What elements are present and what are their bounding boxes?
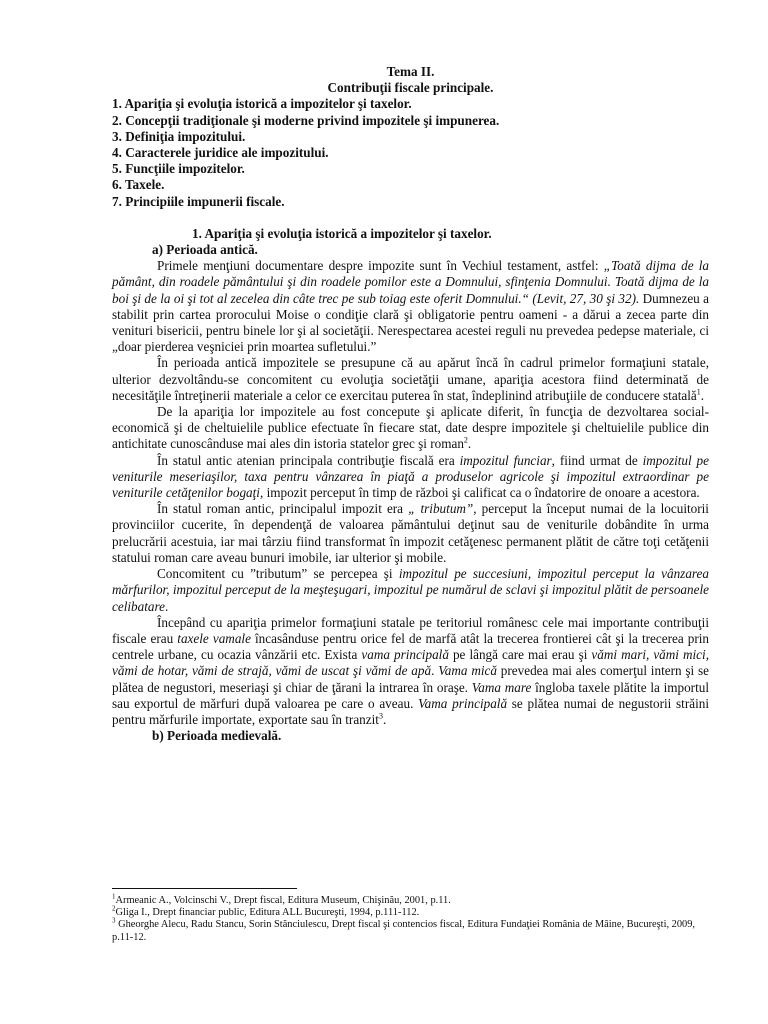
text-run: În statul antic atenian principala contribuţie fiscală era xyxy=(157,452,460,468)
footnote: $^1$Armeanic A., Volcinschi V., Drept fiscal, Editura Museum, Chişinău, 2001, p.11. xyxy=(112,892,451,906)
toc-item: 5. Funcţiile impozitelor. xyxy=(112,161,245,177)
paragraph xyxy=(112,615,709,728)
toc-item: 4. Caracterele juridice ale impozitului. xyxy=(112,145,329,161)
text-run: , fiind urmat de xyxy=(551,452,643,468)
table-of-contents xyxy=(112,96,709,209)
italic-text: „Toată dijma de la pământ, din roadele pământului şi din roadele pomilor este a Domnului, sfinţenia Domnului. Toată dijma de la boi şi de la oi şi tot al zecelea din câte trec pe sub toiag este oferit Domnului.“ (Levit, 27, 30 şi 32). xyxy=(112,258,709,306)
text-run: . xyxy=(431,663,439,679)
text-run: În statul roman antic, principalul impozit era xyxy=(157,501,409,517)
text-run: , perceput la început numai de la locuitorii provinciilor cucerite, în dependenţă de valoarea pământului deţinut sau de veniturile dobândite în urma prelucrării acestuia, iar mai târziu fiind transformat în impozit cetăţenesc permanent plătit de către toţi cetăţenii statului roman care aveau bunuri imobile, iar ulterior şi mobile. xyxy=(112,501,709,565)
text-run: prevedea mai ales comerţul intern şi se plătea de negustori, meseriaşi şi chiar de ţărani la intrarea în oraşe. xyxy=(112,663,709,695)
text-run: . xyxy=(467,436,472,452)
document-subtitle: Contribuţii fiscale principale. xyxy=(327,80,494,96)
paragraph xyxy=(112,566,709,615)
text-run: Dumnezeu a stabilit prin cartea prorocului Moise o condiţie clară şi obligatorie pentru oameni - a dărui a zecea parte din venituri bisericii, pentru binele lor şi al societăţii. Nerespectarea acestei reguli nu prevedea pedepse materiale, ci „doar pierderea veşniciei prin moartea sufletului.” xyxy=(112,290,709,355)
footnote-ref: 2 xyxy=(463,436,468,446)
spacer xyxy=(112,210,709,226)
italic-text: Vama principală xyxy=(418,695,508,711)
subsection-heading-medieval: b) Perioada medievală. xyxy=(152,728,282,744)
italic-text: impozitul pe veniturile meseriaşilor, taxa pentru vânzarea în piaţă a produselor agricole şi impozitul extraordinar pe veniturile cetăţenilor bogaţi xyxy=(112,452,709,501)
document-title: Tema II. xyxy=(386,64,435,79)
footnotes xyxy=(112,888,709,944)
paragraph xyxy=(112,501,709,566)
italic-text: impozitul funciar xyxy=(459,452,552,468)
italic-text: vămi mari, vămi mici, vămi de hotar, vămi de strajă, vămi de uscat şi vămi de apă xyxy=(112,647,709,679)
text-run: Concomitent cu ”tributum” se percepea şi xyxy=(157,566,399,582)
text-run: Începând cu apariţia primelor formaţiuni statale pe teritoriul românesc cele mai importante contribuţii fiscale erau xyxy=(112,614,709,646)
paragraph xyxy=(112,258,709,355)
paragraph xyxy=(112,404,709,453)
footnote-divider xyxy=(112,888,297,889)
footnote-ref: 3 xyxy=(378,711,383,721)
text-run: În perioada antică impozitele se presupune că au apărut încă în cadrul primelor formaţiuni statale, ulterior dezvoltându-se concomitent cu evoluţia societăţii umane, apariţia acestora fiind determinată de necesităţile întreţinerii materiale a celor ce exercitau puterea în stat, îndeplinind atribuţiile de conducere statală xyxy=(112,355,709,403)
subsection-heading-antique: a) Perioada antică. xyxy=(152,242,258,258)
paragraph xyxy=(112,453,709,502)
toc-item: 2. Concepţii tradiţionale şi moderne privind impozitele şi impunerea. xyxy=(112,112,500,128)
document-page xyxy=(112,64,709,744)
text-run: încasânduse pentru orice fel de marfă atât la trecerea frontierei cât şi la trecerea prin centrele urbane, cu ocazia vânzării etc. Exista xyxy=(112,630,709,663)
footnote: $^3$ Gheorghe Alecu, Radu Stancu, Sorin Stănciulescu, Drept fiscal şi contencios fiscal, Editura Fundaţiei România de Mâine, Bucureşti, 2009, p.11-12. xyxy=(112,916,696,943)
italic-text: vama principală xyxy=(361,647,449,663)
text-run: . xyxy=(700,387,705,403)
section-heading: 1. Apariţia şi evoluţia istorică a impozitelor şi taxelor. xyxy=(192,225,492,241)
text-run: . xyxy=(164,598,169,614)
italic-text: Vama mare xyxy=(471,679,532,695)
text-run: se plătea numai de negustorii străini pentru mărfurile importate, exportate sau în tranzit xyxy=(112,695,710,727)
footnote-ref: 1 xyxy=(696,387,701,397)
paragraph xyxy=(112,355,709,404)
text-run: pe lângă care mai erau şi xyxy=(448,647,592,663)
toc-item: 3. Definiţia impozitului. xyxy=(112,128,246,144)
text-run: îngloba taxele plătite la importul sau exportul de mărfuri după valoarea pe care o aveau. xyxy=(112,679,709,711)
text-run: . xyxy=(382,711,387,727)
italic-text: impozitul pe succesiuni, impozitul perceput la vânzarea mărfurilor, impozitul perceput de la meşteşugari, impozitul pe numărul de sclavi şi impozitul plătit de persoanele celibatare xyxy=(112,566,709,614)
text-run: , impozit perceput în timp de război şi calificat ca o îndatorire de onoare a acestora. xyxy=(259,485,700,501)
footnote: $^2$Gliga I., Drept financiar public, Editura ALL Bucureşti, 1994, p.111-112. xyxy=(112,904,420,919)
text-run: De la apariţia lor impozitele au fost concepute şi aplicate diferit, în funcţia de dezvoltarea social-economică şi de cheltuielile publice efectuate în fiecare stat, date despre impozitele şi cheltuielile publice din antichitate cunoscânduse mai ales din istoria statelor grec şi roman xyxy=(112,404,709,452)
toc-item: 7. Principiile impunerii fiscale. xyxy=(112,193,285,209)
toc-item: 1. Apariţia şi evoluţia istorică a impozitelor şi taxelor. xyxy=(112,96,412,112)
italic-text: Vama mică xyxy=(438,663,497,679)
italic-text: „ tributum” xyxy=(408,501,474,517)
italic-text: taxele vamale xyxy=(177,630,251,646)
text-run: Primele menţiuni documentare despre impozite sunt în Vechiul testament, astfel: xyxy=(157,258,604,274)
toc-item: 6. Taxele. xyxy=(112,177,165,193)
